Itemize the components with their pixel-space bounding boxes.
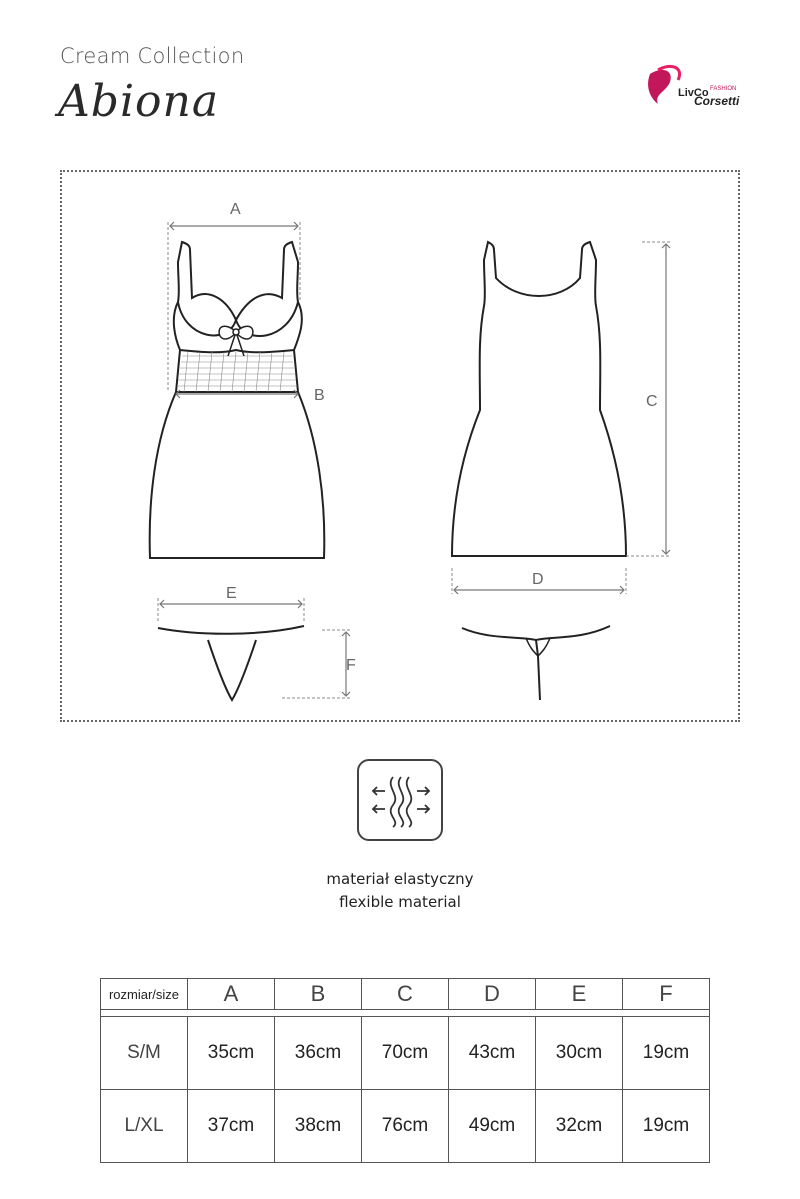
- logo-text-corsetti: Corsetti: [694, 94, 740, 108]
- thong-back-string: [536, 640, 540, 700]
- value-cell: 76cm: [362, 1090, 449, 1163]
- thong-back-waistband: [462, 626, 610, 640]
- column-header-a: A: [188, 979, 275, 1010]
- label-a: A: [230, 201, 241, 218]
- value-cell: 49cm: [449, 1090, 536, 1163]
- value-cell: 70cm: [362, 1017, 449, 1090]
- value-cell: 36cm: [275, 1017, 362, 1090]
- value-cell: 19cm: [623, 1090, 710, 1163]
- value-cell: 35cm: [188, 1017, 275, 1090]
- table-row: [101, 1090, 710, 1163]
- table-row: [101, 1017, 710, 1090]
- value-cell: 19cm: [623, 1017, 710, 1090]
- material-label-en: flexible material: [339, 893, 461, 911]
- column-header-d: D: [449, 979, 536, 1010]
- collection-name: Cream Collection: [60, 44, 245, 68]
- material-label-pl: materiał elastyczny: [326, 870, 474, 888]
- logo-text-livco: LivCo: [678, 87, 709, 99]
- size-cell: L/XL: [101, 1090, 188, 1163]
- column-header-f: F: [623, 979, 710, 1010]
- size-table: [100, 978, 710, 1163]
- thong-front-shape: [208, 640, 256, 700]
- measure-a-line: [170, 222, 298, 230]
- garment-diagram: [60, 170, 740, 722]
- table-gap: [101, 1010, 710, 1017]
- chemise-front-band-top: [180, 350, 294, 352]
- chemise-back-outline: [452, 242, 626, 556]
- size-table-header: [101, 979, 710, 1010]
- label-e: E: [226, 585, 237, 602]
- elastic-material-icon: [357, 759, 443, 841]
- label-c: C: [646, 393, 658, 410]
- value-cell: 43cm: [449, 1017, 536, 1090]
- value-cell: 38cm: [275, 1090, 362, 1163]
- column-header-b: B: [275, 979, 362, 1010]
- mesh-band: [177, 352, 297, 392]
- brand-logo: [640, 60, 750, 108]
- value-cell: 37cm: [188, 1090, 275, 1163]
- column-header-c: C: [362, 979, 449, 1010]
- label-f: F: [346, 657, 356, 674]
- label-d: D: [532, 571, 544, 588]
- chemise-front-outline: [150, 242, 325, 558]
- thong-front-waistband: [158, 626, 304, 634]
- column-header-e: E: [536, 979, 623, 1010]
- measure-c-line: [662, 244, 670, 554]
- size-table-corner: rozmiar/size: [101, 979, 188, 1010]
- value-cell: 32cm: [536, 1090, 623, 1163]
- size-cell: S/M: [101, 1017, 188, 1090]
- logo-text-tag: FASHION: [710, 86, 737, 92]
- product-name: Abiona: [58, 76, 220, 127]
- value-cell: 30cm: [536, 1017, 623, 1090]
- label-b: B: [314, 387, 325, 404]
